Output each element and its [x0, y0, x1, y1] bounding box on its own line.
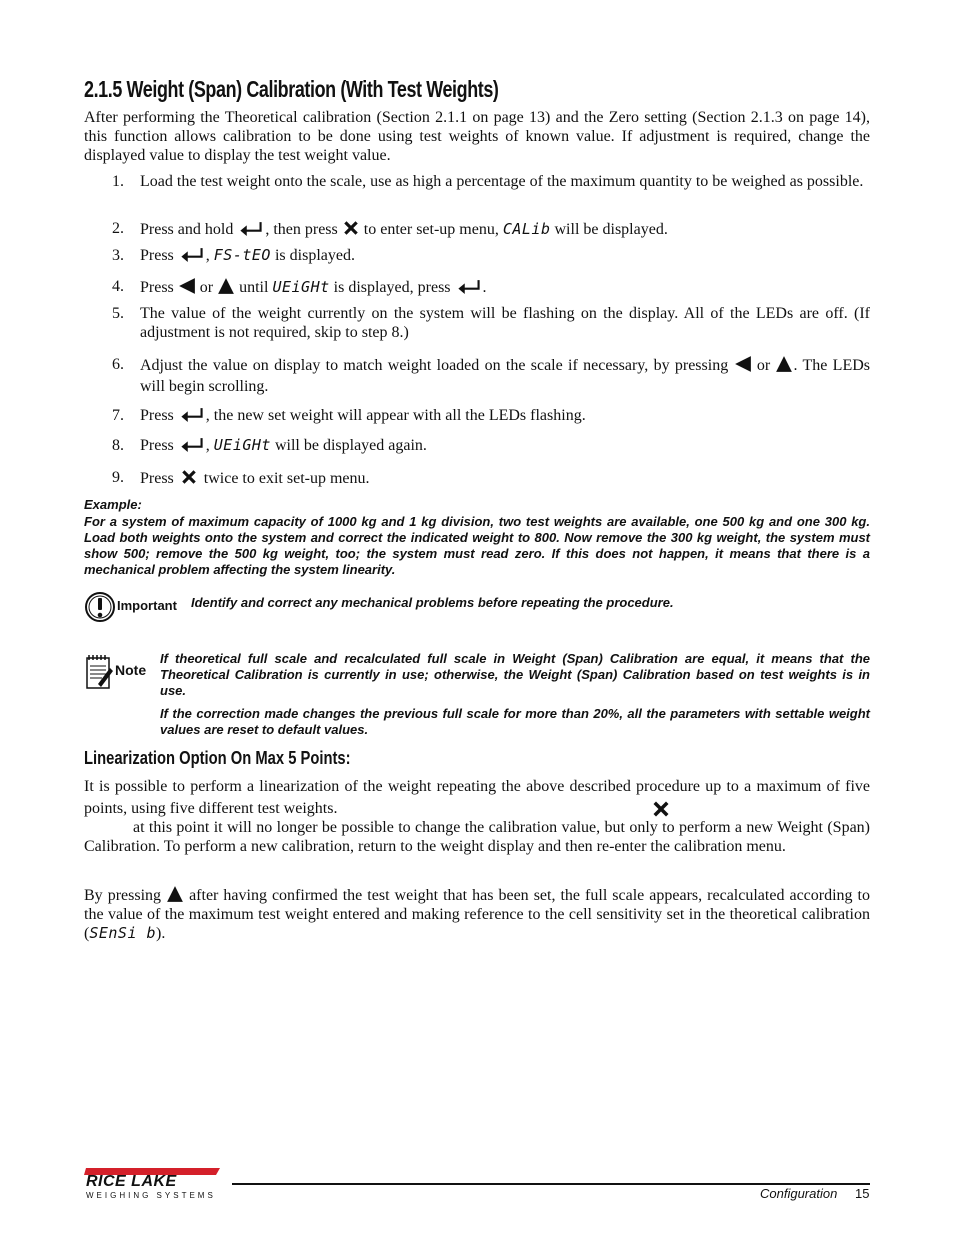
linearization-title: Linearization Option On Max 5 Points: — [84, 748, 351, 768]
footer-section-name: Configuration — [760, 1186, 838, 1201]
step-number: 3. — [112, 247, 124, 264]
up-arrow-key-icon — [217, 277, 235, 295]
section-title: 2.1.5 Weight (Span) Calibration (With Test Weights) — [84, 76, 499, 102]
step-text-part: will be displayed again. — [270, 437, 427, 454]
step-text: The value of the weight currently on the system will be flashing on the display. All of the LEDs are off. (If adjustment is not required, skip to step 8.) — [140, 305, 870, 341]
example-text: For a system of maximum capacity of 1000 kg and 1 kg division, two test weights are available, one 500 kg and one 300 kg. Load both weights onto the system and correct the indicated weight to 800. Now remove the 300 kg weight, the system must show 500; remove the 500 kg weight, too; the system must read zero. If this does not happen, it means that there is a mechanical problem affecting the system linearity. — [84, 514, 870, 577]
linearization-paragraph-2 — [84, 885, 870, 943]
display-code-weight: UEiGHt — [213, 436, 271, 454]
step-text-part: Press — [140, 437, 178, 454]
step-text-part: until — [235, 279, 273, 296]
enter-key-icon — [178, 406, 206, 423]
left-arrow-key-icon — [178, 277, 196, 295]
left-arrow-key-icon — [734, 355, 752, 373]
step-text-part: or — [751, 357, 776, 374]
step-text-part: twice to exit set-up menu. — [199, 470, 370, 487]
important-text: Identify and correct any mechanical problems before repeating the procedure. — [191, 595, 674, 610]
display-code-calib: CALib — [502, 220, 551, 238]
step-text-part: , — [205, 247, 214, 264]
step-text-part: Press — [140, 247, 178, 264]
step-text-part: or — [195, 279, 218, 296]
example-label: Example: — [84, 497, 142, 512]
intro-paragraph: After performing the Theoretical calibration (Section 2.1.1 on page 13) and the Zero setting (Section 2.1.3 on page 14), this function allows calibration to be done using test weights of known value. If adjustment is required, change the displayed value to display the test weight value. — [84, 109, 870, 164]
paragraph-text-part: ). — [156, 925, 166, 942]
step-text — [140, 277, 870, 297]
x-key-icon — [651, 799, 671, 819]
step-number: 6. — [112, 356, 124, 373]
step-number: 5. — [112, 305, 124, 322]
up-arrow-key-icon — [166, 885, 184, 903]
step-text-part: to enter set-up menu, — [359, 221, 503, 238]
enter-key-icon — [237, 220, 265, 237]
step-text-part: Press — [140, 279, 178, 296]
step-text-part: is displayed, press — [329, 279, 455, 296]
step-text — [140, 406, 870, 425]
linearization-paragraph-1a: It is possible to perform a linearization of the weight repeating the above described procedure up to a maximum of five points, using five different test weights. — [84, 778, 870, 817]
display-code-fs-teo: FS-tEO — [213, 246, 271, 264]
display-code-sensib: SEnSi b — [89, 924, 157, 942]
step-text-part: Adjust the value on display to match weight loaded on the scale if necessary, by pressing — [140, 357, 734, 374]
step-number: 7. — [112, 407, 124, 424]
up-arrow-key-icon — [775, 355, 793, 373]
note-text-2: If the correction made changes the previous full scale for more than 20%, all the parameters with settable weight values are reset to default values. — [160, 706, 870, 737]
important-label: Important — [117, 598, 177, 613]
logo-brand-bottom: WEIGHING SYSTEMS — [86, 1191, 216, 1200]
step-text-part: . The LEDs will begin scrolling. — [140, 357, 871, 395]
step-text-part: , — [205, 437, 214, 454]
enter-key-icon — [455, 278, 483, 295]
step-number: 9. — [112, 469, 124, 486]
step-text-part: , then press — [265, 221, 342, 238]
display-code-weight: UEiGHt — [272, 278, 330, 296]
notepad-icon — [84, 654, 114, 690]
note-label: Note — [115, 662, 147, 678]
x-key-icon — [342, 219, 360, 237]
enter-key-icon — [178, 436, 206, 453]
x-key-icon — [178, 468, 200, 486]
step-text-part: Press and hold — [140, 221, 238, 238]
step-text-part: will be displayed. — [550, 221, 668, 238]
step-number: 1. — [112, 173, 124, 190]
step-number: 4. — [112, 278, 124, 295]
paragraph-text-part: after having confirmed the test weight that has been set, the full scale appears, recalculated according to the value of the maximum test weight entered and making reference to the cell sensitivity set in the theoretical calibration ( — [84, 887, 871, 942]
enter-key-icon — [178, 246, 206, 263]
step-text-part: Press — [140, 407, 178, 424]
step-number: 8. — [112, 437, 124, 454]
step-text-part: . — [482, 279, 487, 296]
step-text-part: is displayed. — [270, 247, 355, 264]
step-text-part: , the new set weight will appear with all the LEDs flashing. — [205, 407, 586, 424]
step-text — [140, 246, 870, 265]
step-text — [140, 468, 870, 488]
step-number: 2. — [112, 220, 124, 237]
footer-page-number: 15 — [855, 1186, 870, 1201]
linearization-paragraph-1b: at this point it will no longer be possible to change the calibration value, but only to perform a new Weight (Span) Calibration. To perform a new calibration, return to the weight display and then re-enter the calibration menu. — [84, 819, 870, 855]
footer-rule — [232, 1183, 870, 1185]
step-text — [140, 355, 870, 397]
exclamation-icon — [84, 591, 116, 623]
step-text-part: Press — [140, 470, 178, 487]
note-text-1: If theoretical full scale and recalculated full scale in Weight (Span) Calibration are equal, it means that the Theoretical Calibration is currently in use; otherwise, the Weight (Span) Calibration based on test weights is in use. — [160, 651, 870, 698]
step-text — [140, 436, 870, 455]
rice-lake-logo — [84, 1166, 224, 1202]
step-text — [140, 219, 870, 239]
step-text: Load the test weight onto the scale, use as high a percentage of the maximum quantity to be weighed as possible. — [140, 173, 864, 190]
paragraph-text-part: By pressing — [84, 887, 167, 904]
logo-brand-top: RICE LAKE — [86, 1173, 177, 1190]
